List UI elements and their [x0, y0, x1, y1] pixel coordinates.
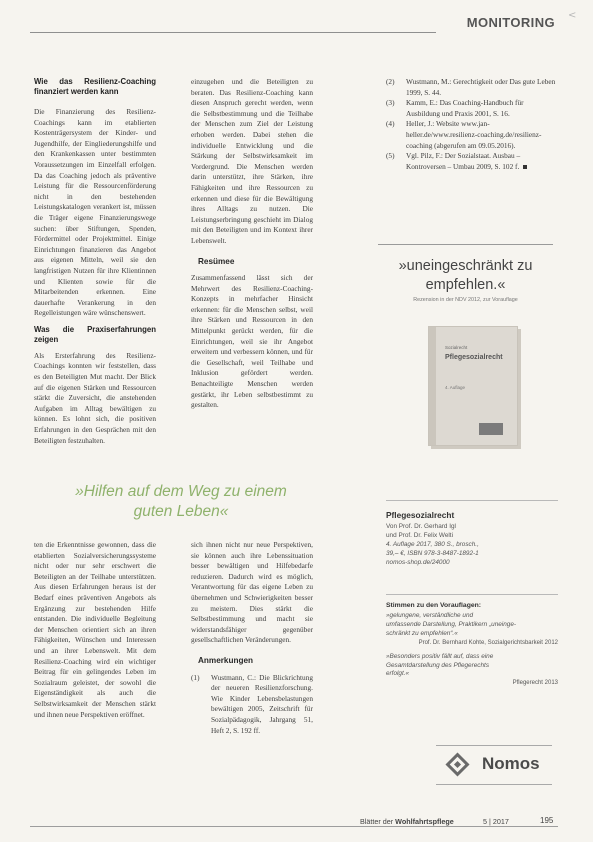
ad-book-title: Pflegesozialrecht — [386, 510, 455, 520]
heading-notes: Anmerkungen — [198, 655, 254, 665]
publisher-logo[interactable] — [436, 745, 552, 785]
footer-rule — [30, 826, 558, 827]
ad-quote-source: Rezension in der NDV 2012, zur Vorauflage — [413, 297, 518, 303]
footnote-4: (4) Heller, J.: Website www.jan-heller.de/www.resilienz-coaching.de/resilienz-coaching (abgerufen am 09.05.2016). — [386, 119, 542, 150]
footnotes-continued — [386, 77, 556, 172]
end-mark-icon — [523, 165, 527, 169]
ad-rule-reviews — [386, 594, 558, 595]
section-label: MONITORING — [466, 15, 555, 30]
footnote-2: (2) Wustmann, M.: Gerechtigkeit oder Das gute Leben 1999, S. 44. — [386, 77, 556, 97]
paragraph-financing: Die Finanzierung des Resilienz-Coachings kann im etablierten Kostenträgersystem der Kinder- und Jugendhilfe, der Eingliederungshilfe und den Krankenkassen unter bestimmten Voraussetzungen im Einzelfall erfolgen. Da das Coaching jedoch als präventive Leistung für die Ressourcenförderung nicht in den bestehenden Leistungskatalogen verankert ist, müssen die Träger eigene Finanzierungswege suchen: über Stiftungen, Spenden, Fördermittel oder Projektmittel. Einige Einrichtungen finanzieren das Angebot aus eigenen Mitteln, weil sie den langfristigen Nutzen für ihre Klientinnen und Klienten sowie für die Mitarbeitenden erkennen. Eine dauerhafte Verankerung in den Regelleistungen wäre wünschenswert. — [34, 107, 156, 318]
paragraph-claim: einzugehen und die Beteiligten zu beraten. Das Resilienz-Coaching kann diesen Anspruch gerecht werden, wenn die Selbstbestimmung und die Teilhabe der Menschen zum Ziel der Leistung erhoben werden. Dabei stehen die individuelle Entwicklung und die Stärkung der Selbstwirksamkeit im Vordergrund. Die Menschen werden darin unterstützt, ihre Stärken, ihre Fähigkeiten und ihre Ressourcen zu erkennen und diese für die Bewältigung ihres Alltags zu nutzen. Die Leistungserbringung geschieht im Dialog mit den Beteiligten und im Kontext ihrer Lebenswelt. — [191, 77, 313, 245]
book-cover[interactable] — [428, 326, 518, 446]
ad-shop-link[interactable]: nomos-shop.de/24000 — [386, 558, 450, 566]
publisher-name: Nomos — [482, 754, 540, 773]
book-spine — [429, 327, 436, 445]
header-rule — [30, 32, 436, 33]
ad-rule-top — [386, 500, 558, 501]
footnote-1: (1) Wustmann, C.: Die Blickrichtung der neueren Resilienzforschung. Wie Kinder Lebensbelastungen bewältigen 2005, Zeitschrift für Sozialpädagogik, Jahrgang 51, Heft 2, S. 192 ff. — [191, 672, 313, 735]
ad-reviews: Stimmen zu den Vorauflagen: »gelungene, verständliche und umfassende Darstellung, Praktikern „uneinge- schränkt zu empfehlen“.« Prof. Dr. Bernhard Kohte, Sozialgerichtsbarkeit 2012 »Besonders positiv fällt auf, dass eine Gesamtdarstellung des Pflegerechts erfolgt.« Pflegerecht 2013 — [386, 602, 558, 687]
column-a — [34, 77, 156, 446]
heading-practice: Was die Praxiserfahrungen zeigen — [34, 324, 156, 344]
paragraph-summary: Zusammenfassend lässt sich der Mehrwert des Resilienz-Coaching-Konzepts in mehrfacher Hinsicht erkennen: für die Menschen selbst, weil ihre Stärken und Ressourcen in den Mittelpunkt gerückt werden, für die Einrichtungen, weil sie ihr Angebot erweitern und verbessern können, und für die Gesellschaft, weil Teilhabe und Inklusion gefördert werden. Benachteiligte Menschen werden gestärkt, ihr Leben selbstbestimmt zu gestalten. — [191, 273, 313, 410]
footer-journal: Blätter der Wohlfahrtspflege — [360, 817, 454, 826]
book-cover-edition: 4. Auflage — [445, 385, 466, 390]
book-cover-title: Pflegesozialrecht — [445, 354, 503, 361]
paragraph-practice: Als Ersterfahrung des Resilienz-Coachings konnten wir feststellen, dass es den Beteiligten Mut macht. Der Blick auf die eigenen Stärken und Ressourcen stärkt die Zuversicht, die anstehenden Aufgaben im Alltag bewältigen zu können. Es lohnt sich, die positiven Erfahrungen in den Gesprächen mit den Beteiligten festzuhalten. — [34, 350, 156, 445]
ad-details: Pflegesozialrecht Von Prof. Dr. Gerhard Igl und Prof. Dr. Felix Welti 4. Auflage 2017, 380 S., brosch., 39,– €, ISBN 978-3-8487-1892-1 nomos-shop.de/24000 — [386, 510, 558, 568]
nomos-diamond-icon — [445, 752, 469, 776]
book-cover-series: Sozialrecht — [445, 345, 468, 350]
heading-summary: Resümee — [198, 256, 235, 266]
ad-reviews-heading: Stimmen zu den Vorauflagen: — [386, 602, 482, 609]
paragraph-perspectives: sich ihnen nicht nur neue Perspektiven, sie können auch ihre Lebenssituation besser bewältigen und Hilfebedarfe reduzieren. Dadurch wird es möglich, Verantwortung für das eigene Leben zu übernehmen und Schwierigkeiten besser zu meistern. Dies stärkt die Selbstbestimmung und macht sie widerstandsfähiger gegenüber gesellschaftlichen Veränderungen. — [191, 540, 313, 645]
page-number: 195 — [540, 816, 554, 825]
footnote-3: (3) Kamm, E.: Das Coaching-Handbuch für Ausbildung und Praxis 2001, S. 16. — [386, 98, 524, 118]
footnote-5: (5) Vgl. Pilz, F.: Der Sozialstaat. Ausbau – Kontroversen – Umbau 2009, S. 102 f. — [386, 151, 556, 172]
book-cover-publisher-logo-icon — [479, 423, 503, 435]
column-b-lower — [191, 540, 313, 736]
page-corner-mark: < — [568, 10, 577, 21]
column-a-lower — [34, 540, 156, 720]
heading-financing: Wie das Resilienz-Coaching finanziert werden kann — [34, 77, 156, 96]
pull-quote: »Hilfen auf dem Weg zu einem guten Leben« — [75, 483, 287, 520]
column-b — [191, 77, 313, 411]
ad-quote: »uneingeschränkt zu empfehlen.« — [398, 258, 533, 293]
footer-issue: 5 | 2017 — [483, 817, 509, 826]
paragraph-experience: ten die Erkenntnisse gewonnen, dass die etablierten Sozialversicherungssysteme nicht oder nur sehr erschwert die Beteiligten an der Teilhabe unterstützen. Aus diesen Erfahrungen heraus ist der Bedarf eines präventiven Angebots als Ergänzung zur bestehenden Hilfe entstanden. Die individuelle Begleitung der Menschen orientiert sich an ihren Fähigkeiten, Wünschen und Interessen und an ihrer Lebenswelt. Mit dem Resilienz-Coaching wird ein wichtiger Beitrag für ein gelingendes Leben im Sozialraum geleistet, der sowohl die Eigenständigkeit als auch die Selbstwirksamkeit der Menschen stärkt und ihnen neue Perspektiven eröffnet. — [34, 540, 156, 719]
